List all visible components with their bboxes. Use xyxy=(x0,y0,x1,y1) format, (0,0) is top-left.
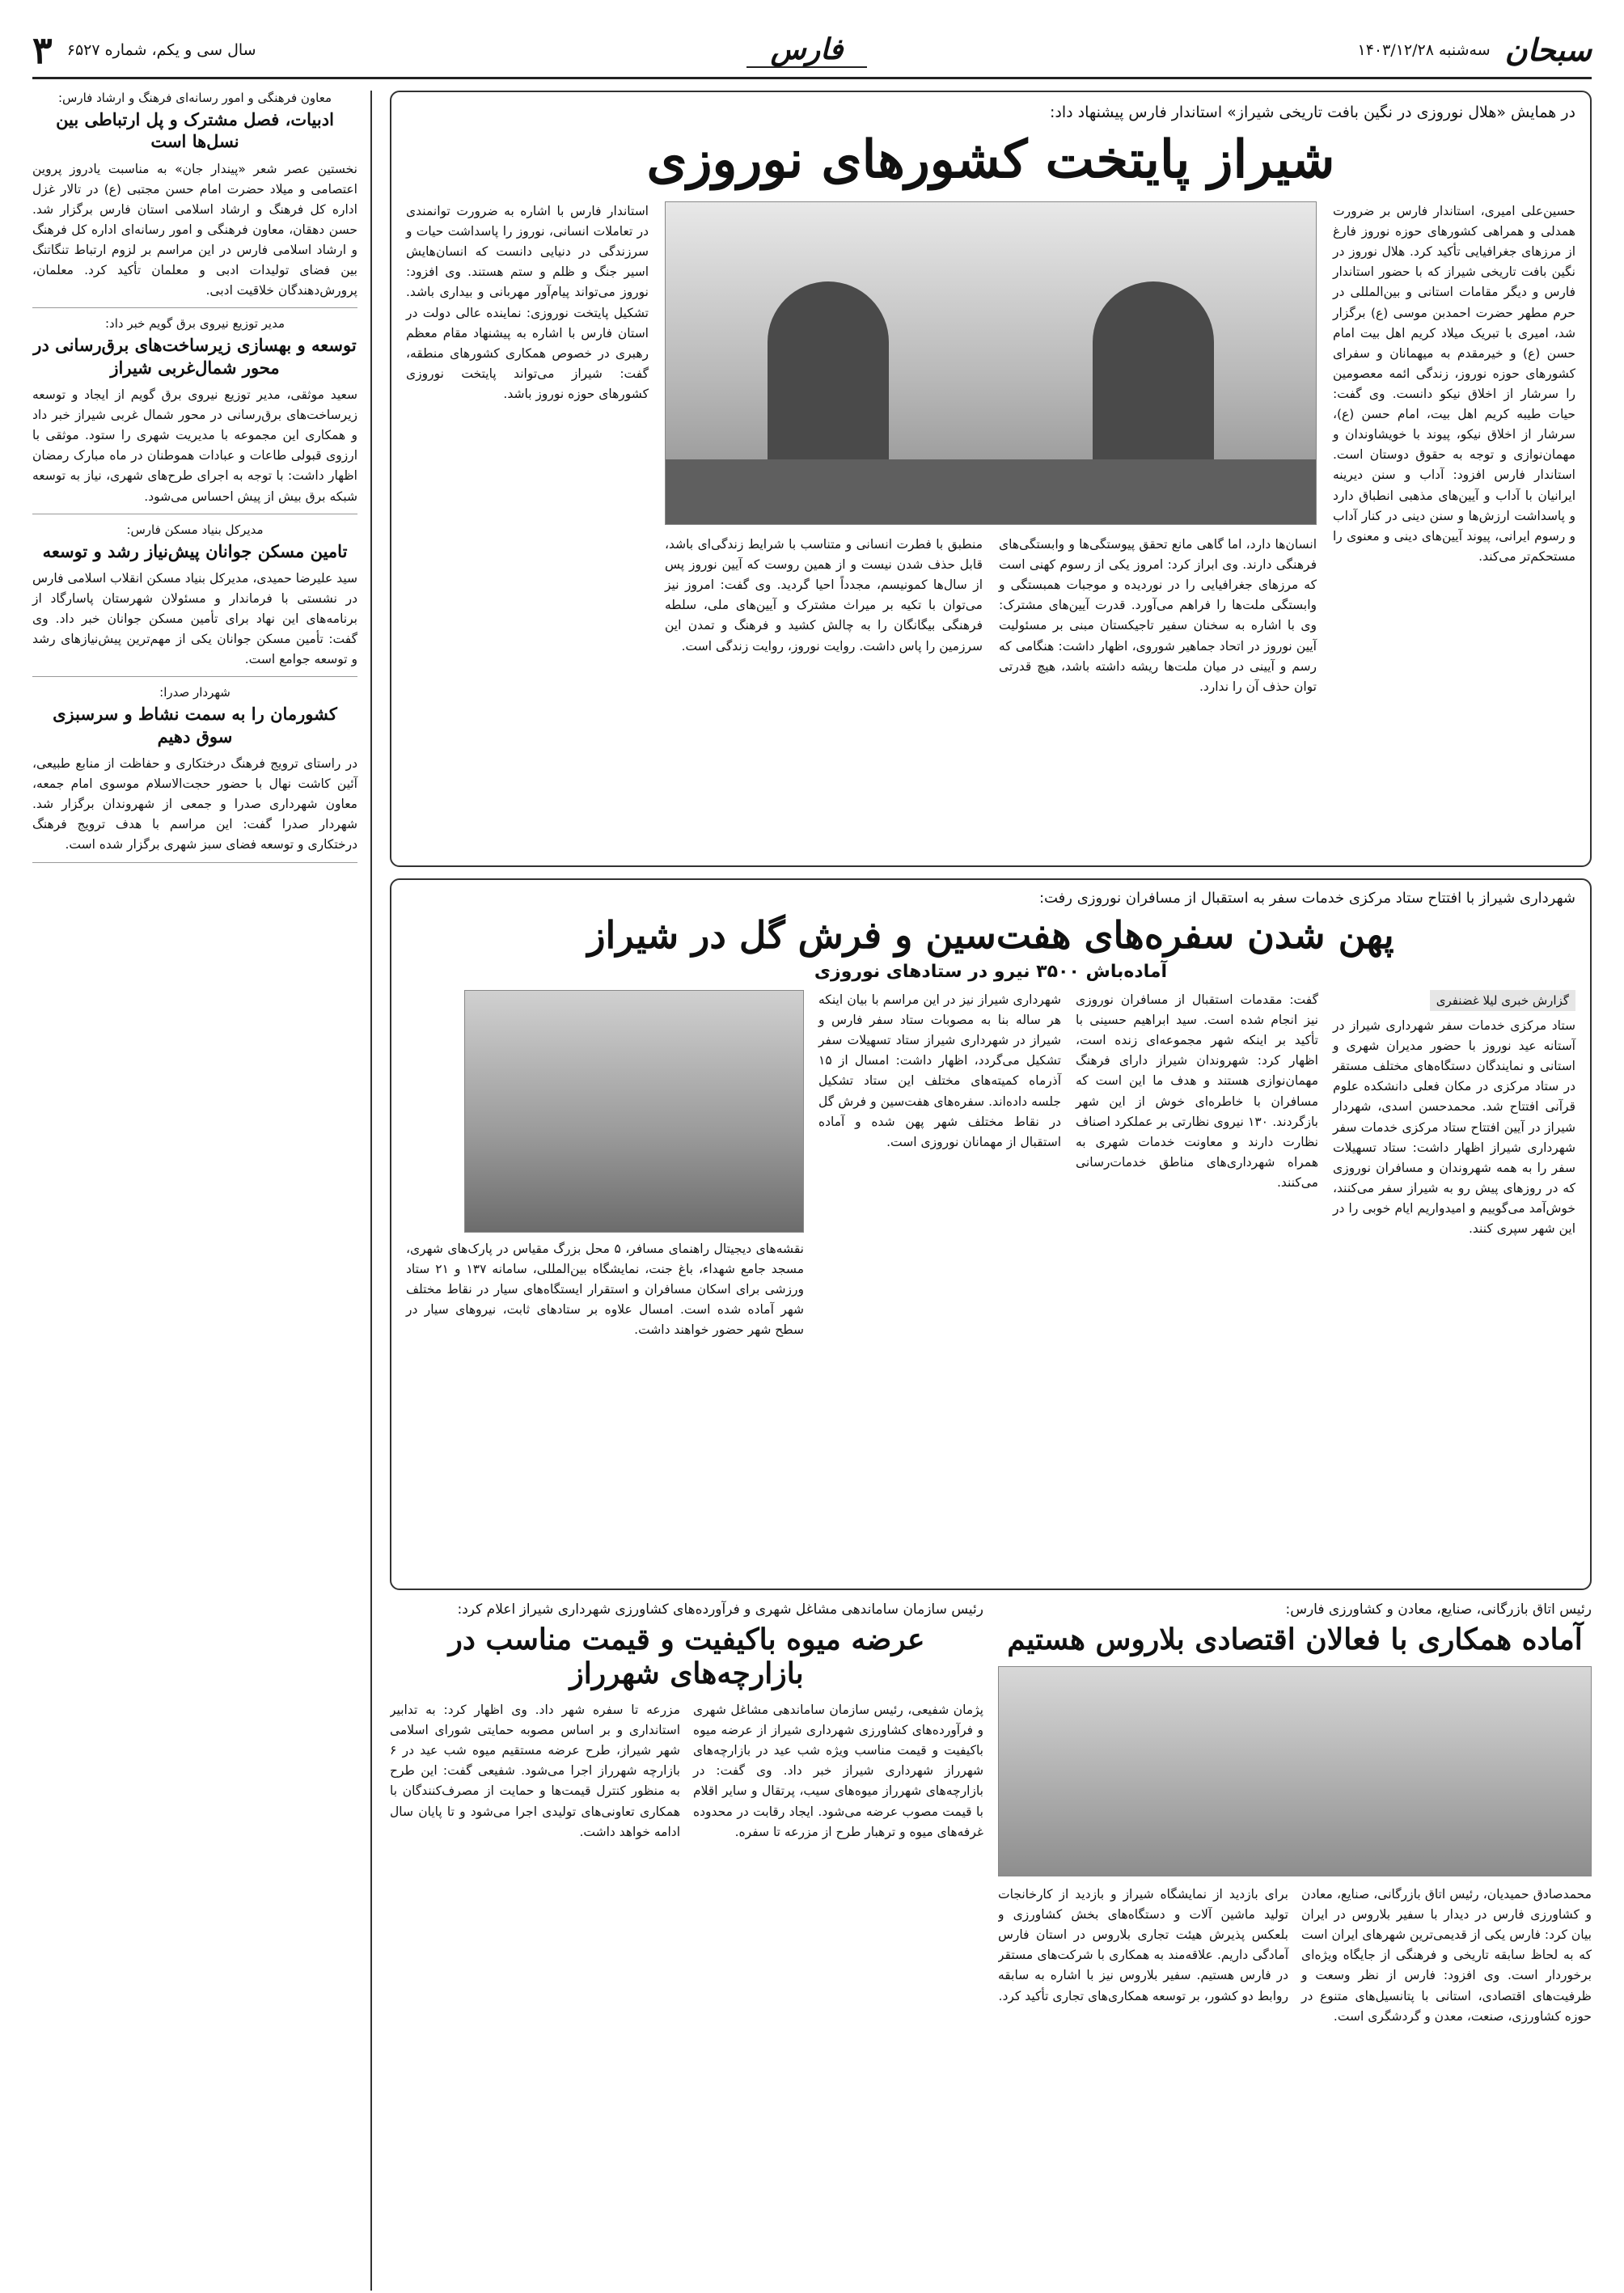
story3-kicker: رئیس اتاق بازرگانی، صنایع، معادن و کشاورزی فارس: xyxy=(1285,1601,1592,1618)
lead-headline[interactable]: شیراز پایتخت کشورهای نوروزی xyxy=(646,129,1335,190)
lead-kicker: در همایش «هلال نوروزی در نگین بافت تاریخی شیراز» استاندار فارس پیشنهاد داد: xyxy=(1050,104,1575,121)
side4-headline[interactable]: کشورمان را به سمت نشاط و سرسبزی سوق دهیم xyxy=(53,704,337,747)
story-belarus xyxy=(998,1601,1592,2265)
lead-middle-column-1: انسان‌ها دارد، اما گاهی مانع تحقق پیوستگی‌ها و وابستگی‌های فرهنگی دارند. وی ابراز کرد: امروز یکی از رسوم کهنی است که مرزهای جغرافیایی را در نوردیده و موجبات همبستگی و وابستگی ملت‌ها را فراهم می‌آورد. قدرت آیین‌های مشترک: وی با اشاره به سخنان سفیر تاجیکستان مبنی بر مسئولیت آیین نوروز در اتحاد جماهیر شوروی، اظهار داشت: هنگامی که رسم و آیینی در میان ملت‌ها ریشه داشته باشد، هیچ قدرتی توان حذف آن را ندارد. xyxy=(999,537,1317,694)
side2-kicker: مدیر توزیع نیروی برق گویم خبر داد: xyxy=(104,316,285,332)
person-figure-left xyxy=(1093,281,1214,467)
lead-middle-text xyxy=(665,535,1317,697)
side1-kicker: معاون فرهنگی و امور رسانه‌ای فرهنگ و ارشاد فارس: xyxy=(58,91,332,105)
page-number: ۳ xyxy=(32,27,53,72)
side4-kicker: شهردار صدرا: xyxy=(159,685,230,700)
story2-kicker: شهرداری شیراز با افتتاح ستاد مرکزی خدمات سفر به استقبال از مسافران نوروزی رفت: xyxy=(1038,890,1575,907)
masthead-left xyxy=(32,28,256,72)
story4-text-1: پژمان شفیعی، رئیس سازمان ساماندهی مشاغل شهری و فرآورده‌های کشاورزی شهرداری شیراز از عرضه میوه باکیفیت و قیمت مناسب ویژه شب عید در بازارچه‌های شهرراز شهرداری شیراز خبر داد. وی گفت: در بازارچه‌های شهرراز میوه‌های سیب، پرتقال و سایر اقلام با قیمت مصوب عرضه می‌شود. ایجاد رقابت در محدوده غرفه‌های میوه و ترهبار طرح از مزرعه تا سفره. xyxy=(693,1703,983,1839)
side-column xyxy=(32,91,372,2291)
masthead xyxy=(32,23,1592,79)
side3-headline[interactable]: تامین مسکن جوانان پیش‌نیاز رشد و توسعه xyxy=(42,540,348,561)
story2-body xyxy=(406,990,1575,1579)
lead-column-b: استاندار فارس با اشاره به ضرورت توانمندی در تعاملات انسانی، نوروز را پاسداشت حیات و سرزندگی در دنیایی دانست که انسان‌هایش اسیر جنگ و ظلم و ستم هستند. وی افزود: نوروز می‌تواند پیام‌آور مهربانی و بیداری باشد. تشکیل پایتخت نوروزی: نماینده عالی دولت در استان فارس با اشاره به پیشنهاد مقام معظم رهبری در خصوص همکاری کشورهای منطقه، گفت: شیراز می‌تواند پایتخت نوروزی کشورهای حوزه نوروز باشد. xyxy=(406,204,649,401)
story2-photo-column xyxy=(406,990,804,1579)
ribbon-cutting-photo xyxy=(464,990,804,1233)
lead-photo xyxy=(665,201,1317,525)
story3-body xyxy=(998,1885,1592,2265)
issue-number: سال سی و یکم، شماره ۶۵۲۷ xyxy=(66,40,256,59)
story2-text-2: گفت: مقدمات استقبال از مسافران نوروزی نیز انجام شده است. سید ابراهیم حسینی با تأکید بر اینکه شهر مجموعه‌ای زنده است، اظهار کرد: شهروندان شیراز دارای فرهنگ مهمان‌نوازی هستند و هدف ما این است که مسافران با خاطره‌ای خوش از این شهر بازگردند. ۱۳۰ نیروی نظارتی بر عملکرد اصناف نظارت دارند و معاونت خدمات شهری به همراه شهرداری‌های مناطق خدمات‌رسانی می‌کنند. xyxy=(1076,992,1318,1190)
side3-kicker: مدیرکل بنیاد مسکن فارس: xyxy=(126,522,264,537)
story3-text-1: محمدصادق حمیدیان، رئیس اتاق بازرگانی، صنایع، معادن و کشاورزی فارس در دیدار با سفیر بلاروس در ایران بیان کرد: فارس یکی از قدیمی‌ترین شهرهای ایران است که به لحاظ سابقه تاریخی و فرهنگی از جایگاه ویژه‌ای برخوردار است. وی افزود: فارس از نظر وسعت و ظرفیت‌های اقتصادی، استانی با پتانسیل‌های متنوع در حوزه کشاورزی، صنعت، معدن و گردشگری است. xyxy=(1301,1887,1592,2024)
masthead-right xyxy=(1357,32,1592,68)
story4-text-2: مزرعه تا سفره شهر داد. وی اظهار کرد: به تدابیر استانداری و بر اساس مصوبه حمایتی شورای اسلامی شهر شیراز، طرح عرضه مستقیم میوه شب عید در ۶ بازارچه شهرراز اجرا می‌شود. شفیعی گفت: این طرح به منظور کنترل قیمت‌ها و حمایت از مصرف‌کنندگان با همکاری تعاونی‌های تولیدی اجرا می‌شود و تا پایان سال ادامه خواهد داشت. xyxy=(390,1703,680,1839)
side1-headline[interactable]: ادبیات، فصل مشترک و پل ارتباطی بین نسل‌ها است xyxy=(56,109,334,152)
page-body xyxy=(32,91,1592,2291)
main-area xyxy=(390,91,1592,2291)
lead-column-a: حسین‌علی امیری، استاندار فارس بر ضرورت همدلی و همراهی کشورهای حوزه نوروز فارغ از مرزهای جغرافیایی تأکید کرد. هلال نوروز در نگین بافت تاریخی شیراز که با حضور استاندار فارس و دیگر مقامات استانی و بین‌المللی در حرم مطهر حضرت احمدبن موسی (ع) برگزار شد، امیری با تبریک میلاد کریم اهل بیت امام حسن (ع) و خیرمقدم به میهمانان و سفرای کشورهای حوزه نوروز، زندگی ائمه معصومین را سرشار از اخلاق نیکو دانست. وی گفت: حیات طیبه کریم اهل بیت، امام حسن (ع)، سرشار از اخلاق نیکو، پیوند با خویشاوندان و مهمان‌نوازی و توجه به حقوق دوستان است. استاندار فارس افزود: آداب و سنن دیرینه ایرانیان با آداب و آیین‌های مذهبی انطباق دارد و پاسداشت ارزش‌ها و سنن دینی در کنار آداب و رسوم ایرانی، پیوند آیین‌های دینی و معنوی را مستحکم‌تر می‌کند. xyxy=(1333,204,1575,564)
side2-text: سعید موثقی، مدیر توزیع نیروی برق گویم از ایجاد و توسعه زیرساخت‌های برق‌رسانی در محور شمال غربی شیراز خبر داد و همکاری این مجموعه با مدیریت شهری را ستود. موثقی با ارزوی قبولی طاعات و عبادات هموطنان در ماه مبارک رمضان اظهار داشت: با توجه به اجرای طرح‌های شهری، نیاز به توسعه شبکه برق بیش از پیش احساس می‌شود. xyxy=(32,387,357,504)
conference-desk xyxy=(666,459,1316,524)
side-story-literature xyxy=(32,91,357,308)
story4-headline[interactable]: عرضه میوه باکیفیت و قیمت مناسب در بازارچه‌های شهرراز xyxy=(448,1622,925,1690)
lead-story xyxy=(390,91,1592,867)
story-fruit-market xyxy=(390,1601,983,2265)
lead-middle xyxy=(665,201,1317,854)
story2-text-1: ستاد مرکزی خدمات سفر شهرداری شیراز در آستانه عید نوروز با حضور مدیران شهری و استانی و نمایندگان دستگاه‌های مختلف مستقر در ستاد مرکزی در مکان فعلی دانشکده علوم قرآنی افتتاح شد. محمدحسن اسدی، شهردار شیراز در آیین افتتاح ستاد مرکزی خدمات سفر شهرداری شیراز اظهار داشت: ستاد تسهیلات سفر را به همه شهروندان و مسافران نوروزی که در روزهای پیش رو به شیراز سفر می‌کنند، خوش‌آمد می‌گوییم و امیدواریم ایام خوبی را در این شهر سپری کنند. xyxy=(1333,1018,1575,1237)
side4-text: در راستای ترویج فرهنگ درختکاری و حفاظت از منابع طبیعی، آئین کاشت نهال با حضور حجت‌الاسلام موسوی امام جمعه، معاون شهرداری صدرا و جمعی از شهروندان برگزار شد. شهردار صدرا گفت: این مراسم با هدف ترویج فرهنگ درختکاری و توسعه فضای سبز شهری برگزار شده است. xyxy=(32,756,357,852)
story2-subheadline: آماده‌باش ۳۵۰۰ نیرو در ستادهای نوروزی xyxy=(814,962,1168,982)
side1-text: نخستین عصر شعر «پیندار جان» به مناسبت یادروز پروین اعتصامی و میلاد حضرت امام حسن مجتبی (ع) در تالار غزل اداره کل فرهنگ و ارشاد اسلامی استان فارس برگزار شد. حسن دهقان، معاون فرهنگی و امور رسانه‌ای اداره کل فرهنگ و ارشاد اسلامی فارس در این مراسم بر لزوم ارتباط تنگاتنگ بین فضای تولیدات ادبی و معلمان تأکید کرد. معلمان، پرورش‌دهندگان خلاقیت ادبی. xyxy=(32,161,357,298)
bottom-stories xyxy=(390,1601,1592,2265)
story2-column-1 xyxy=(1333,990,1575,1579)
side2-headline[interactable]: توسعه و بهسازی زیرساخت‌های برق‌رسانی در محور شمال‌غربی شیراز xyxy=(33,335,357,378)
newspaper-logo[interactable]: سبحان xyxy=(1504,32,1592,68)
story2-byline: گزارش خبری لیلا غضنفری xyxy=(1430,990,1575,1011)
story4-kicker: رئیس سازمان ساماندهی مشاغل شهری و فرآورده‌های کشاورزی شهرداری شیراز اعلام کرد: xyxy=(457,1601,983,1618)
lead-middle-column-2: منطبق با فطرت انسانی و متناسب با شرایط زندگی‌ای باشد، قابل حذف شدن نیست و از همین روست که آیین نوروز پس از سال‌ها کمونیسم، مجدداً احیا گردید. وی گفت: امروز نیز می‌توان با تکیه بر میراث مشترک و آیین‌های ملی، سلطه فرهنگی بیگانگان را به چالش کشید و فرهنگ و تمدن این سرزمین را پاس داشت. روایت نوروز، روایت زندگی است. xyxy=(665,537,983,654)
section-title: فارس xyxy=(746,32,868,68)
side-story-housing xyxy=(32,522,357,678)
story-haft-sin xyxy=(390,878,1592,1590)
lead-body xyxy=(406,201,1575,854)
person-figure-right xyxy=(768,281,889,467)
story2-headline[interactable]: پهن شدن سفره‌های هفت‌سین و فرش گل در شیراز xyxy=(587,913,1394,957)
side3-text: سید علیرضا حمیدی، مدیرکل بنیاد مسکن انقلاب اسلامی فارس در نشستی با فرماندار و مسئولان شهرستان پاسارگاد از برنامه‌های این نهاد برای تأمین مسکن جوانان خبر داد. وی گفت: تأمین مسکن جوانان یکی از مهم‌ترین پیش‌نیازهای رشد و توسعه جوامع است. xyxy=(32,570,357,667)
story2-text-3: شهرداری شیراز نیز در این مراسم با بیان اینکه هر ساله بنا به مصوبات ستاد سفر فارس و شیراز در شهرداری شیراز ستاد تسهیلات سفر تشکیل می‌گردد، اظهار داشت: امسال از ۱۵ آذرماه کمیته‌های مختلف این ستاد تشکیل جلسه داده‌اند. سفره‌های هفت‌سین و فرش گل در نقاط مختلف شهر پهن شده و آماده استقبال از مهمانان نوروزی است. xyxy=(818,992,1061,1149)
issue-date: سه‌شنبه ۱۴۰۳/۱۲/۲۸ xyxy=(1357,40,1491,59)
meeting-photo xyxy=(998,1666,1592,1876)
story3-headline[interactable]: آماده همکاری با فعالان اقتصادی بلاروس هستیم xyxy=(1007,1622,1583,1656)
story3-text-2: برای بازدید از نمایشگاه شیراز و بازدید از کارخانجات تولید ماشین آلات و دستگاه‌های بخش کشاورزی و بلعکس پذیرش هیئت تجاری بلاروس در استان فارس آمادگی داریم. علاقه‌مند به همکاری با شرکت‌های مستقر در فارس هستیم. سفیر بلاروس نیز با اشاره به سابقه روابط دو کشور، بر توسعه همکاری‌های تجاری تأکید کرد. xyxy=(998,1887,1288,2003)
story2-text-4: نقشه‌های دیجیتال راهنمای مسافر، ۵ محل بزرگ مقیاس در پارک‌های شهری، مسجد جامع شهداء، باغ جنت، نمایشگاه بین‌المللی، سامانه ۱۳۷ و ۲۱ ستاد ورزشی برای اسکان مسافران و استقرار ایستگاه‌های سیار در نقاط مختلف شهر آماده شده است. امسال علاوه بر ستادهای ثابت، نیروهای سیار در سطح شهر حضور خواهند داشت. xyxy=(406,1242,805,1338)
story4-body xyxy=(390,1700,983,2265)
side-story-electricity xyxy=(32,316,357,514)
side-story-sadra xyxy=(32,685,357,862)
